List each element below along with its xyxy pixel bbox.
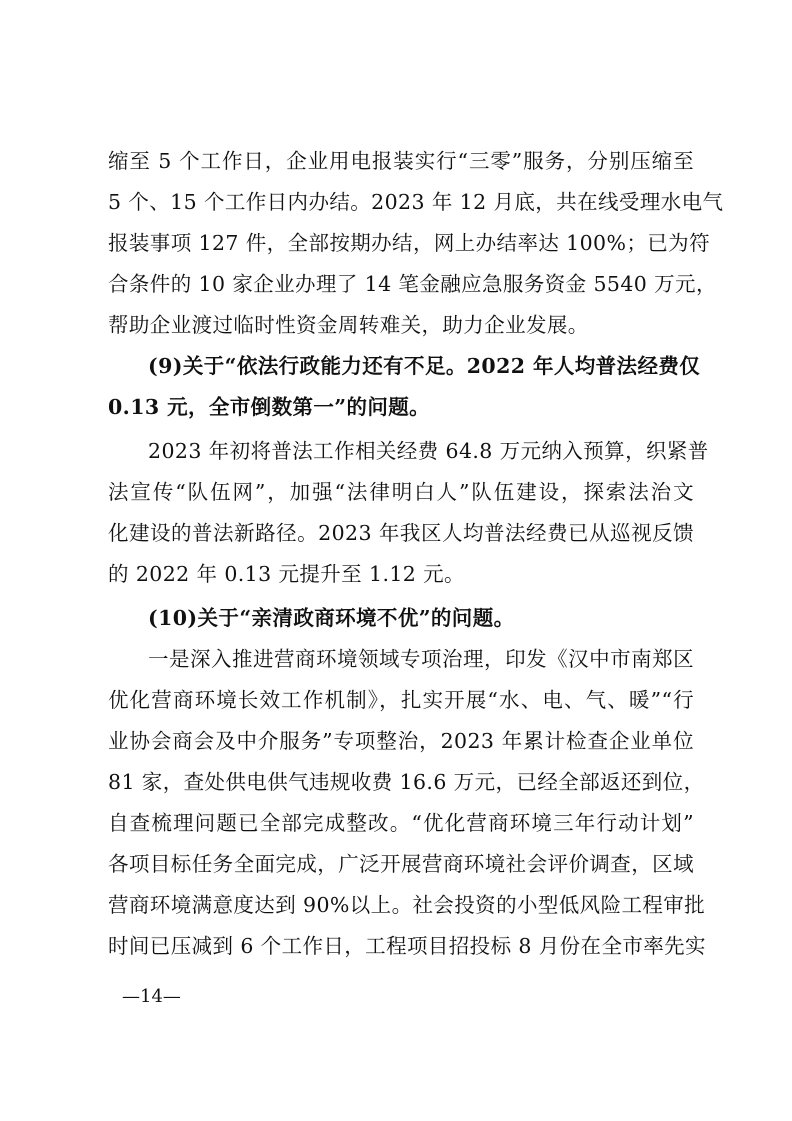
section-heading-9: (9)关于“依法行政能力还有不足。2022 年人均普法经费仅 bbox=[148, 354, 701, 378]
body-text-line: 业协会商会及中介服务”专项整治，2023 年累计检查企业单位 bbox=[108, 729, 694, 753]
page-number: —14— bbox=[122, 986, 181, 1007]
body-text-line: 帮助企业渡过临时性资金周转难关，助力企业发展。 bbox=[108, 313, 589, 337]
body-text-line: 报装事项 127 件，全部按期办结，网上办结率达 100%；已为符 bbox=[108, 231, 710, 255]
body-text-line: 各项目标任务全面完成，广泛开展营商环境社会评价调查，区域 bbox=[108, 852, 694, 876]
body-text-line: 2023 年初将普法工作相关经费 64.8 万元纳入预算，织紧普 bbox=[148, 439, 709, 463]
body-text-line: 合条件的 10 家企业办理了 14 笔金融应急服务资金 5540 万元， bbox=[108, 272, 717, 296]
body-text-line: 时间已压减到 6 个工作日，工程项目招投标 8 月份在全市率先实 bbox=[108, 934, 706, 958]
body-text-line: 自查梳理问题已全部完成整改。“优化营商环境三年行动计划” bbox=[108, 811, 694, 835]
section-heading-9: 0.13 元，全市倒数第一”的问题。 bbox=[108, 395, 431, 419]
body-text-line: 化建设的普法新路径。2023 年我区人均普法经费已从巡视反馈 bbox=[108, 521, 694, 545]
body-text-line: 一是深入推进营商环境领域专项治理，印发《汉中市南郑区 bbox=[148, 647, 694, 671]
body-text-line: 法宣传“队伍网”，加强“法律明白人”队伍建设，探索法治文 bbox=[108, 480, 694, 504]
body-text-line: 5 个、15 个工作日内办结。2023 年 12 月底，共在线受理水电气 bbox=[108, 190, 724, 214]
body-text-line: 优化营商环境长效工作机制》，扎实开展“水、电、气、暖”“行 bbox=[108, 688, 694, 712]
body-text-line: 营商环境满意度达到 90%以上。社会投资的小型低风险工程审批 bbox=[108, 893, 706, 917]
section-heading-10: (10)关于“亲清政商环境不优”的问题。 bbox=[148, 606, 515, 630]
body-text-line: 81 家，查处供电供气违规收费 16.6 万元，已经全部返还到位， bbox=[108, 770, 705, 794]
body-text-line: 缩至 5 个工作日，企业用电报装实行“三零”服务，分别压缩至 bbox=[108, 149, 694, 173]
body-text-line: 的 2022 年 0.13 元提升至 1.12 元。 bbox=[108, 562, 465, 586]
